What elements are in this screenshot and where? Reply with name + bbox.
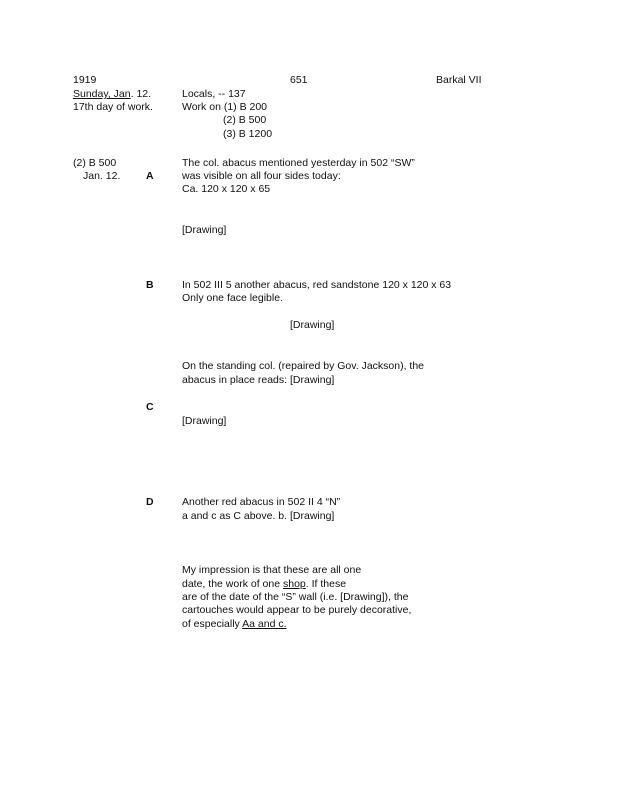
conclusion-line bbox=[182, 618, 287, 631]
section-d-letter: D bbox=[146, 496, 154, 508]
margin-ref: (2) B 500 bbox=[73, 157, 117, 169]
section-a-letter: A bbox=[146, 170, 154, 182]
section-a-line: The col. abacus mentioned yesterday in 502 “SW” bbox=[182, 157, 415, 169]
conclusion-text: of especially bbox=[182, 618, 243, 630]
work-day: 17th day of work. bbox=[73, 101, 153, 113]
margin-date: Jan. 12. bbox=[83, 170, 121, 182]
section-a-drawing: [Drawing] bbox=[182, 224, 227, 236]
day-date bbox=[73, 88, 151, 101]
section-c-letter: C bbox=[146, 401, 154, 413]
standing-col-line: On the standing col. (repaired by Gov. Jackson), the bbox=[182, 360, 425, 372]
section-d-line: a and c as C above. b. [Drawing] bbox=[182, 510, 335, 522]
section-b-drawing: [Drawing] bbox=[290, 319, 335, 331]
day-date-suffix: . 12. bbox=[130, 88, 152, 100]
section-c-drawing: [Drawing] bbox=[182, 415, 227, 427]
conclusion-line bbox=[182, 578, 346, 591]
section-b-letter: B bbox=[146, 279, 154, 291]
locals-count: Locals, -- 137 bbox=[182, 88, 246, 100]
conclusion-line: My impression is that these are all one bbox=[182, 564, 362, 576]
conclusion-underlined: Aa and c. bbox=[242, 618, 287, 630]
conclusion-text: date, the work of one bbox=[182, 578, 283, 590]
conclusion-line: are of the date of the “S” wall (i.e. [Drawing]), the bbox=[182, 591, 409, 603]
conclusion-underlined: shop bbox=[282, 578, 306, 590]
section-b-line: Only one face legible. bbox=[182, 292, 283, 304]
work-on-1: Work on (1) B 200 bbox=[182, 101, 268, 113]
work-on-2: (2) B 500 bbox=[223, 114, 267, 126]
section-a-line: was visible on all four sides today: bbox=[182, 170, 341, 182]
page-number: 651 bbox=[290, 74, 308, 86]
day-date-underlined: Sunday, Jan bbox=[73, 88, 131, 100]
work-on-3: (3) B 1200 bbox=[223, 128, 273, 140]
section-b-line: In 502 III 5 another abacus, red sandstone 120 x 120 x 63 bbox=[182, 279, 452, 291]
conclusion-text: . If these bbox=[305, 578, 347, 590]
conclusion-line: cartouches would appear to be purely decorative, bbox=[182, 604, 412, 616]
section-d-line: Another red abacus in 502 II 4 “N” bbox=[182, 496, 341, 508]
section-a-line: Ca. 120 x 120 x 65 bbox=[182, 183, 271, 195]
site-name: Barkal VII bbox=[436, 74, 482, 86]
year: 1919 bbox=[73, 74, 97, 86]
standing-col-line: abacus in place reads: [Drawing] bbox=[182, 374, 335, 386]
